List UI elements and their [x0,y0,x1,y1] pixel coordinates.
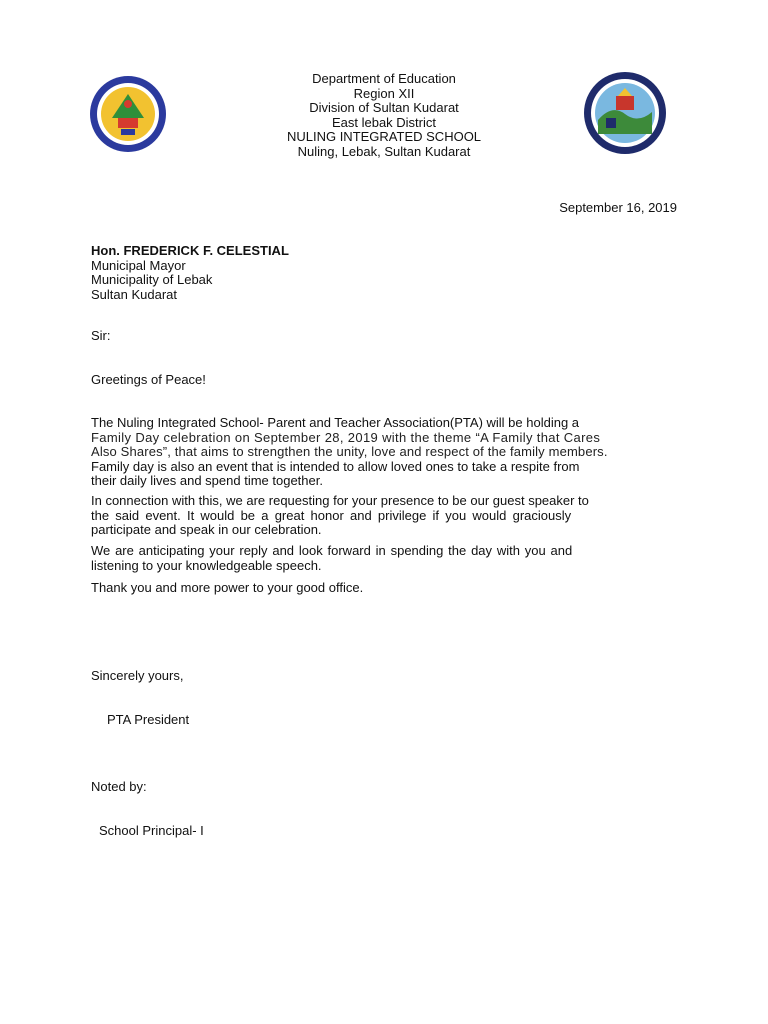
closing: Sincerely yours, [91,668,184,683]
paragraph-line: Family Day celebration on September 28, 2019 with the theme “A Family that Cares [91,429,601,445]
paragraph-line: In connection with this, we are requesting for your presence to be our guest speaker to [91,493,589,508]
letterhead-line: Region XII [353,85,415,101]
recipient-office: Municipality of Lebak [91,272,213,288]
recipient-name: Hon. FREDERICK F. CELESTIAL [91,243,289,258]
signatory-pta-president: PTA President [107,712,190,727]
paragraph-line: The Nuling Integrated School- Parent and Teacher Association(PTA) will be holding a [91,415,580,430]
paragraph-line: Also Shares”, that aims to strengthen the unity, love and respect of the family members. [91,444,608,460]
letter-date: September 16, 2019 [559,200,677,215]
letterhead-line: East lebak District [331,114,437,130]
greeting: Greetings of Peace! [91,372,206,387]
letterhead-line: Department of Education [312,71,456,86]
letterhead [0,72,768,160]
recipient-title: Municipal Mayor [91,257,186,273]
paragraph-2 [91,494,677,538]
paragraph-line: Thank you and more power to your good office. [91,580,364,595]
letterhead-line: NULING INTEGRATED SCHOOL [286,129,482,145]
paragraph-line: We are anticipating your reply and look forward in spending the day with you and [91,543,573,558]
noted-by-label: Noted by: [91,779,147,794]
paragraph-line: listening to your knowledgeable speech. [91,557,322,573]
recipient-block [91,244,289,302]
paragraph-1 [91,416,677,489]
recipient-province: Sultan Kudarat [91,286,178,302]
signatory-school-principal: School Principal- I [99,823,204,838]
letterhead-line: Nuling, Lebak, Sultan Kudarat [297,143,471,159]
salutation: Sir: [91,328,111,343]
paragraph-line: their daily lives and spend time together. [91,473,323,489]
paragraph-4 [91,581,677,596]
paragraph-3 [91,544,677,573]
paragraph-line: participate and speak in our celebration. [91,522,322,538]
letterhead-line: Division of Sultan Kudarat [309,100,459,116]
paragraph-line: the said event. It would be a great honor and privilege if you would graciously [91,507,572,523]
paragraph-line: Family day is also an event that is intended to allow loved ones to take a respite from [91,458,580,474]
